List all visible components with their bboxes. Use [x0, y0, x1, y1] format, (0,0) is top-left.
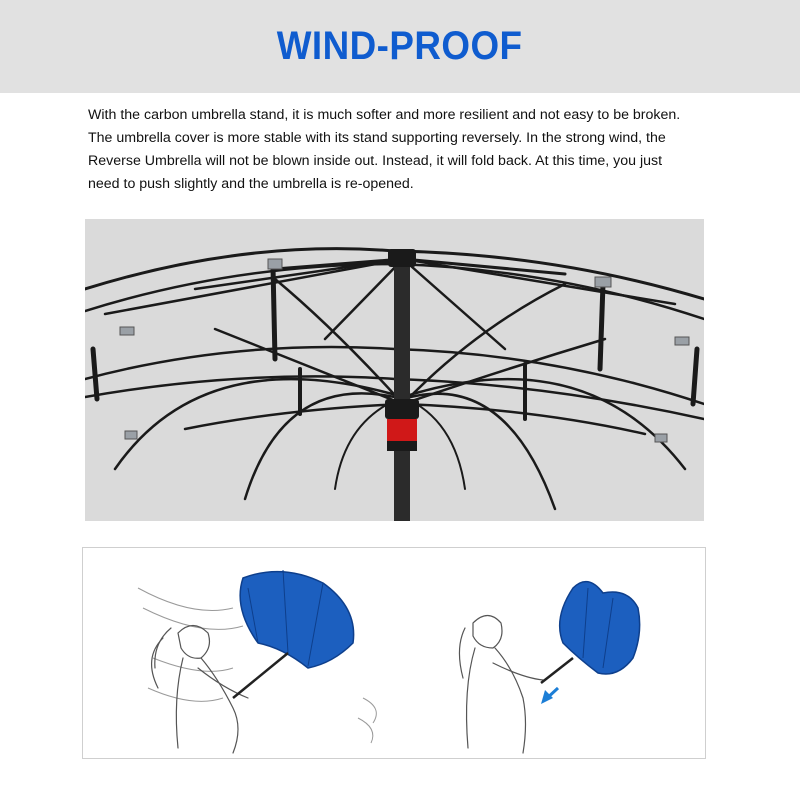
description-line: The umbrella cover is more stable with its stand supporting reversely. In the strong wind, the	[88, 130, 666, 146]
usage-illustration-drawing	[83, 548, 705, 758]
description-line: With the carbon umbrella stand, it is much softer and more resilient and not easy to be broken.	[88, 107, 681, 123]
umbrella-frame-drawing	[85, 219, 704, 521]
description-line: Reverse Umbrella will not be blown inside out. Instead, it will fold back. At this time, you just	[88, 153, 663, 169]
description-line: need to push slightly and the umbrella is re-opened.	[88, 176, 414, 192]
page-title: WIND-PROOF	[277, 24, 523, 68]
description-paragraph	[88, 104, 728, 196]
usage-illustration-panel	[82, 547, 706, 759]
title-banner	[0, 0, 800, 93]
umbrella-frame-photo	[85, 219, 704, 521]
